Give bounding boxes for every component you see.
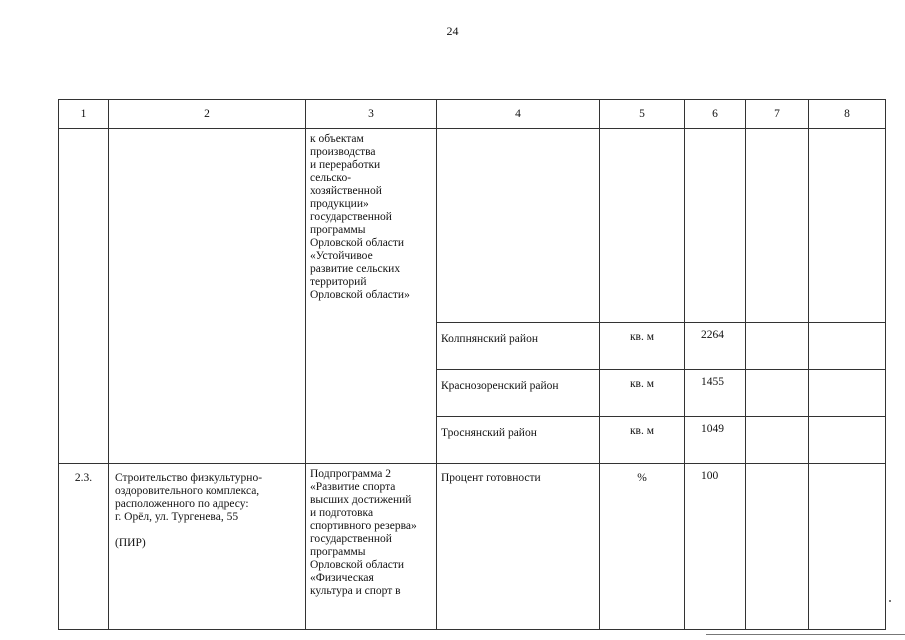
unit-cell: кв. м	[600, 370, 685, 417]
header-cell-3: 3	[306, 100, 437, 129]
data-table	[58, 99, 886, 630]
indicator-cell: Краснозоренский район	[437, 370, 600, 417]
unit-cell: кв. м	[600, 323, 685, 370]
value-cell: 100	[685, 464, 746, 630]
empty-cell	[600, 129, 685, 323]
unit-cell: кв. м	[600, 417, 685, 464]
indicator-cell: Процент готовности	[437, 464, 600, 630]
header-cell-8: 8	[809, 100, 886, 129]
header-cell-2: 2	[109, 100, 306, 129]
table-row	[59, 129, 886, 323]
value-cell: 1455	[685, 370, 746, 417]
row-number-cell: 2.3.	[59, 464, 109, 630]
unit-cell: %	[600, 464, 685, 630]
header-cell-7: 7	[746, 100, 809, 129]
empty-cell	[809, 129, 886, 323]
header-cell-5: 5	[600, 100, 685, 129]
indicator-cell: Троснянский район	[437, 417, 600, 464]
empty-cell	[437, 129, 600, 323]
object-cell: Строительство физкультурно- оздоровительного комплекса, расположенного по адресу: г. Орёл, ул. Тургенева, 55 (ПИР)	[109, 464, 306, 630]
empty-cell	[746, 370, 809, 417]
empty-cell	[809, 323, 886, 370]
scan-speck	[889, 600, 891, 602]
empty-cell	[746, 323, 809, 370]
value-cell: 2264	[685, 323, 746, 370]
empty-cell-number	[59, 129, 109, 464]
empty-cell-object	[109, 129, 306, 464]
value-cell: 1049	[685, 417, 746, 464]
empty-cell	[685, 129, 746, 323]
indicator-cell: Колпнянский район	[437, 323, 600, 370]
program-cell: Подпрограмма 2 «Развитие спорта высших достижений и подготовка спортивного резерва» государственной программы Орловской области «Физическая культура и спорт в	[306, 464, 437, 630]
table-row	[59, 464, 886, 630]
program-cell: к объектам производства и переработки сельско- хозяйственной продукции» государственной программы Орловской области «Устойчивое развитие сельских территорий Орловской области»	[306, 129, 437, 464]
empty-cell	[746, 417, 809, 464]
empty-cell	[809, 417, 886, 464]
header-cell-4: 4	[437, 100, 600, 129]
bottom-rule	[706, 634, 905, 635]
empty-cell	[746, 129, 809, 323]
header-row	[59, 100, 886, 129]
header-cell-1: 1	[59, 100, 109, 129]
empty-cell	[809, 370, 886, 417]
page-number: 24	[446, 24, 459, 38]
header-cell-6: 6	[685, 100, 746, 129]
empty-cell	[746, 464, 809, 630]
empty-cell	[809, 464, 886, 630]
